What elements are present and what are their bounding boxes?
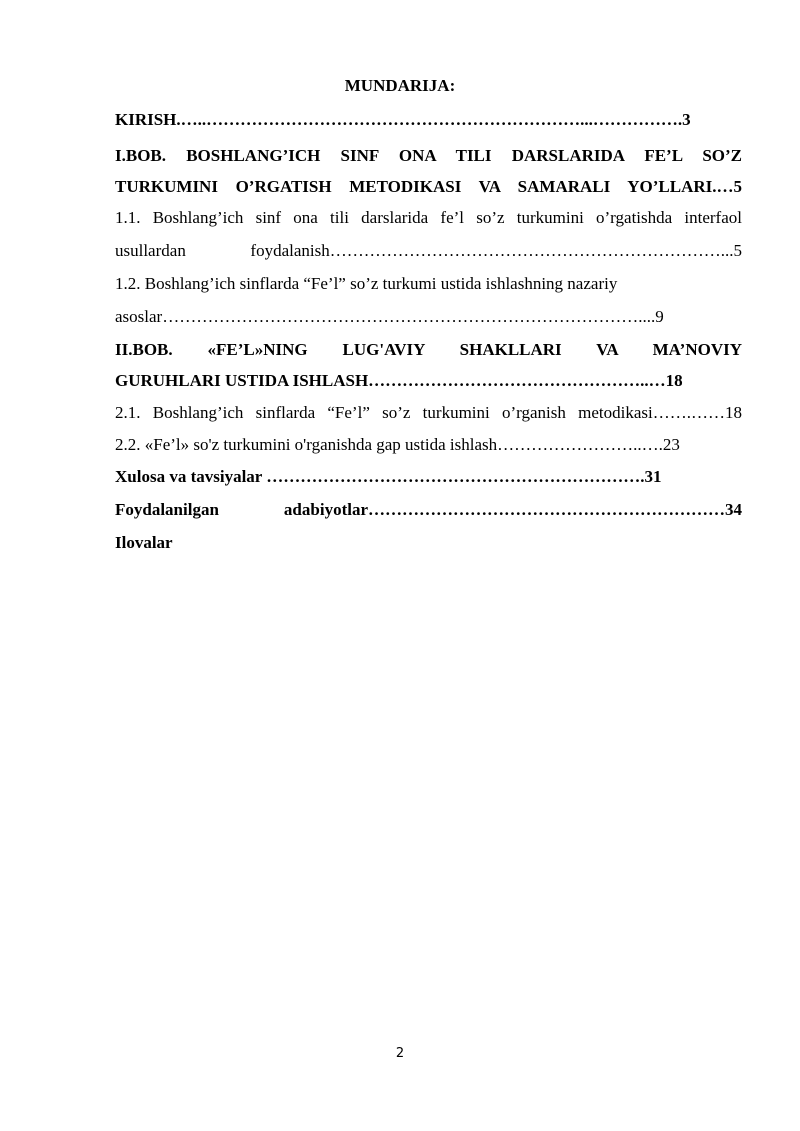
toc-entry-chapter-1-line-1: I.BOB. BOSHLANG’ICH SINF ONA TILI DARSLARIDA FE’L SO’Z xyxy=(115,146,742,165)
toc-entry-conclusion: Xulosa va tavsiyalar ………………………………………………………….31 xyxy=(115,467,662,486)
toc-entry-kirish: KIRISH.…..…………………………………………………………...…………….3 xyxy=(115,110,691,129)
toc-entry-chapter-2-line-1: II.BOB. «FE’L»NING LUG'AVIY SHAKLLARI VA MA’NOVIY xyxy=(115,340,742,359)
toc-entry-1-1-line-1: 1.1. Boshlang’ich sinf ona tili darslarida fe’l so’z turkumini o’rgatishda interfaol xyxy=(115,208,742,227)
toc-entry-2-2: 2.2. «Fe’l» so'z turkumini o'rganishda gap ustida ishlash……………………..….23 xyxy=(115,435,680,454)
toc-entry-1-1-line-2: usullardan foydalanish……………………………………………………………...5 xyxy=(115,241,742,260)
toc-entry-chapter-2-line-2: GURUHLARI USTIDA ISHLASH…………………………………………..…18 xyxy=(115,371,683,390)
toc-entry-appendices: Ilovalar xyxy=(115,533,173,552)
toc-entry-1-2-line-2: asoslar…………………………………………………………………………....9 xyxy=(115,307,664,326)
page-number: 2 xyxy=(395,1046,405,1061)
toc-entry-chapter-1-line-2: TURKUMINI O’RGATISH METODIKASI VA SAMARALI YO’LLARI.…5 xyxy=(115,177,742,196)
page-title: MUNDARIJA: xyxy=(344,76,456,95)
toc-entry-references: Foydalanilgan adabiyotlar………………………………………………………34 xyxy=(115,500,742,519)
toc-entry-2-1: 2.1. Boshlang’ich sinflarda “Fe’l” so’z turkumini o’rganish metodikasi…….……18 xyxy=(115,403,742,422)
toc-entry-1-2-line-1: 1.2. Boshlang’ich sinflarda “Fe’l” so’z turkumi ustida ishlashning nazariy xyxy=(115,274,618,293)
